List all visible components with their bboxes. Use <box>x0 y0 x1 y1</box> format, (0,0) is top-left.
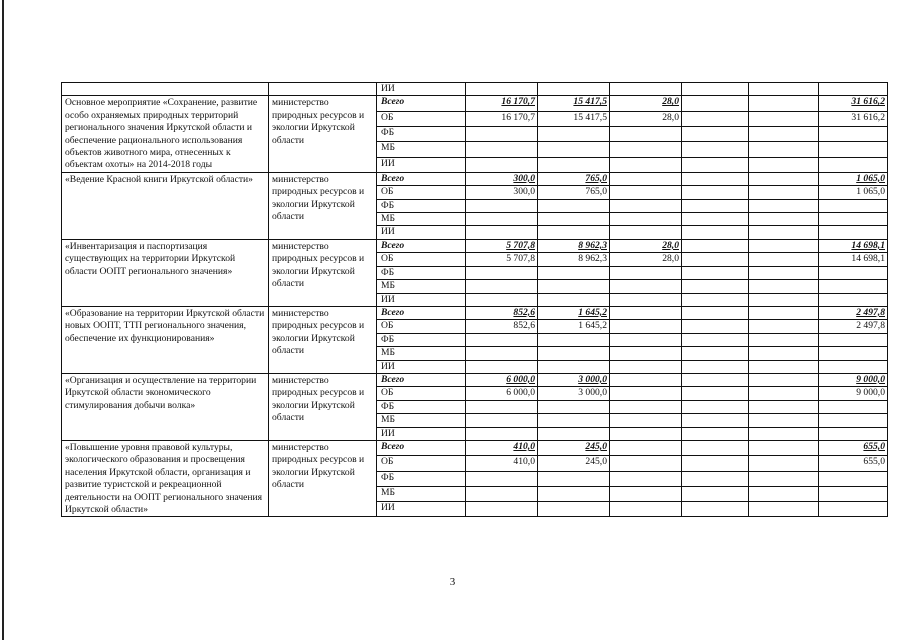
activity-name-cell: «Образование на территории Иркутской области новых ООПТ, ТТП регионального значения, обеспечение их функционирования» <box>62 306 269 373</box>
year-value-cell <box>466 486 538 501</box>
activity-name-cell: «Повышение уровня правовой культуры, экологического образования и просвещения населения Иркутской области, организация и развитие туристской и рекреационной деятельности на ООПТ регионального значения Иркутской области» <box>62 440 269 516</box>
empty-cell <box>610 83 682 96</box>
year-value-cell <box>682 320 749 333</box>
year-value-cell <box>466 142 538 157</box>
table-row <box>62 373 888 386</box>
year-value-cell <box>749 486 819 501</box>
year-value-cell <box>682 172 749 185</box>
empty-cell <box>819 83 888 96</box>
year-value-cell <box>749 347 819 360</box>
funding-source-cell: МБ <box>377 280 466 293</box>
year-value-cell <box>610 333 682 346</box>
budget-table-body <box>62 83 888 517</box>
year-value-cell <box>682 199 749 212</box>
funding-source-cell: ОБ <box>377 111 466 126</box>
total-value-cell: 31 616,2 <box>819 111 888 126</box>
year-value-cell <box>682 186 749 199</box>
funding-source-cell: Всего <box>377 440 466 455</box>
year-value-cell <box>682 239 749 252</box>
year-value-cell <box>682 293 749 306</box>
year-value-cell <box>749 142 819 157</box>
year-value-cell: 3 000,0 <box>538 387 610 400</box>
year-value-cell <box>682 456 749 471</box>
year-value-cell <box>538 347 610 360</box>
year-value-cell <box>538 502 610 517</box>
total-value-cell: 655,0 <box>819 456 888 471</box>
total-value-cell <box>819 280 888 293</box>
year-value-cell <box>466 266 538 279</box>
funding-source-cell: МБ <box>377 414 466 427</box>
total-value-cell <box>819 199 888 212</box>
year-value-cell <box>610 142 682 157</box>
year-value-cell: 300,0 <box>466 186 538 199</box>
year-value-cell <box>538 280 610 293</box>
year-value-cell: 6 000,0 <box>466 387 538 400</box>
year-value-cell: 852,6 <box>466 320 538 333</box>
year-value-cell <box>682 333 749 346</box>
funding-source-cell: ОБ <box>377 253 466 266</box>
executor-cell: министерство природных ресурсов и экологии Иркутской области <box>269 96 377 172</box>
year-value-cell <box>610 126 682 141</box>
year-value-cell <box>682 360 749 373</box>
year-value-cell: 16 170,7 <box>466 111 538 126</box>
year-value-cell: 765,0 <box>538 172 610 185</box>
year-value-cell: 1 645,2 <box>538 306 610 319</box>
year-value-cell <box>538 199 610 212</box>
total-value-cell <box>819 427 888 440</box>
year-value-cell: 28,0 <box>610 239 682 252</box>
table-row <box>62 96 888 111</box>
year-value-cell <box>466 427 538 440</box>
year-value-cell: 765,0 <box>538 186 610 199</box>
year-value-cell <box>682 142 749 157</box>
year-value-cell <box>682 213 749 226</box>
total-value-cell <box>819 360 888 373</box>
year-value-cell <box>610 414 682 427</box>
funding-source-cell: МБ <box>377 486 466 501</box>
year-value-cell <box>466 400 538 413</box>
year-value-cell <box>538 471 610 486</box>
funding-source-cell: Всего <box>377 373 466 386</box>
year-value-cell <box>749 186 819 199</box>
year-value-cell <box>749 157 819 172</box>
year-value-cell <box>682 306 749 319</box>
total-value-cell: 655,0 <box>819 440 888 455</box>
funding-source-cell: ИИ <box>377 427 466 440</box>
year-value-cell <box>466 126 538 141</box>
total-value-cell <box>819 142 888 157</box>
year-value-cell <box>466 293 538 306</box>
funding-source-cell: МБ <box>377 347 466 360</box>
year-value-cell <box>610 199 682 212</box>
funding-source-cell: Всего <box>377 306 466 319</box>
year-value-cell <box>610 266 682 279</box>
funding-source-cell: ФБ <box>377 333 466 346</box>
table-row <box>62 306 888 319</box>
page-number: 3 <box>449 576 456 588</box>
funding-source-cell: МБ <box>377 213 466 226</box>
year-value-cell <box>610 226 682 239</box>
year-value-cell: 5 707,8 <box>466 253 538 266</box>
year-value-cell <box>610 320 682 333</box>
year-value-cell <box>749 280 819 293</box>
table-row-continued <box>62 83 888 96</box>
year-value-cell <box>749 440 819 455</box>
total-value-cell: 9 000,0 <box>819 373 888 386</box>
year-value-cell: 300,0 <box>466 172 538 185</box>
year-value-cell <box>682 280 749 293</box>
year-value-cell <box>466 199 538 212</box>
year-value-cell <box>610 293 682 306</box>
year-value-cell: 6 000,0 <box>466 373 538 386</box>
funding-source-cell: ИИ <box>377 502 466 517</box>
year-value-cell <box>682 266 749 279</box>
year-value-cell <box>610 186 682 199</box>
year-value-cell <box>610 213 682 226</box>
funding-source-cell: ОБ <box>377 186 466 199</box>
year-value-cell <box>610 373 682 386</box>
year-value-cell <box>610 360 682 373</box>
table-row <box>62 440 888 455</box>
year-value-cell <box>682 226 749 239</box>
total-value-cell <box>819 486 888 501</box>
year-value-cell: 3 000,0 <box>538 373 610 386</box>
year-value-cell: 15 417,5 <box>538 111 610 126</box>
year-value-cell <box>682 253 749 266</box>
year-value-cell <box>538 414 610 427</box>
year-value-cell <box>610 347 682 360</box>
funding-source-cell: ОБ <box>377 320 466 333</box>
year-value-cell <box>749 266 819 279</box>
total-value-cell <box>819 293 888 306</box>
year-value-cell <box>466 280 538 293</box>
year-value-cell <box>610 486 682 501</box>
year-value-cell <box>682 414 749 427</box>
year-value-cell: 410,0 <box>466 456 538 471</box>
year-value-cell <box>538 427 610 440</box>
funding-source-cell: ИИ <box>377 293 466 306</box>
year-value-cell <box>610 471 682 486</box>
year-value-cell <box>610 306 682 319</box>
year-value-cell <box>749 427 819 440</box>
year-value-cell: 1 645,2 <box>538 320 610 333</box>
year-value-cell <box>538 333 610 346</box>
year-value-cell: 15 417,5 <box>538 96 610 111</box>
year-value-cell <box>749 414 819 427</box>
year-value-cell <box>749 172 819 185</box>
year-value-cell: 245,0 <box>538 440 610 455</box>
year-value-cell <box>682 427 749 440</box>
year-value-cell <box>749 96 819 111</box>
funding-source-cell: ФБ <box>377 199 466 212</box>
year-value-cell: 28,0 <box>610 253 682 266</box>
year-value-cell <box>610 440 682 455</box>
year-value-cell <box>466 360 538 373</box>
year-value-cell <box>749 373 819 386</box>
funding-source-cell: Всего <box>377 239 466 252</box>
year-value-cell <box>538 360 610 373</box>
total-value-cell <box>819 266 888 279</box>
year-value-cell <box>538 266 610 279</box>
budget-table <box>61 82 888 517</box>
year-value-cell <box>466 502 538 517</box>
activity-name-cell: «Организация и осуществление на территории Иркутской области экономического стимулирования добычи волка» <box>62 373 269 440</box>
year-value-cell <box>749 111 819 126</box>
total-value-cell <box>819 400 888 413</box>
year-value-cell <box>749 456 819 471</box>
year-value-cell <box>749 320 819 333</box>
empty-cell <box>269 83 377 96</box>
total-value-cell <box>819 333 888 346</box>
year-value-cell <box>538 126 610 141</box>
year-value-cell <box>749 239 819 252</box>
year-value-cell: 410,0 <box>466 440 538 455</box>
year-value-cell: 245,0 <box>538 456 610 471</box>
year-value-cell <box>749 126 819 141</box>
total-value-cell <box>819 471 888 486</box>
activity-name-cell: Основное мероприятие «Сохранение, развитие особо охраняемых природных территорий регионального значения Иркутской области и обеспечение рационального использования объектов животного мира, отнесенных к объектам охоты» на 2014-2018 годы <box>62 96 269 172</box>
year-value-cell <box>749 333 819 346</box>
year-value-cell <box>682 157 749 172</box>
year-value-cell <box>682 347 749 360</box>
total-value-cell <box>819 213 888 226</box>
year-value-cell <box>610 172 682 185</box>
year-value-cell: 16 170,7 <box>466 96 538 111</box>
total-value-cell <box>819 157 888 172</box>
executor-cell: министерство природных ресурсов и экологии Иркутской области <box>269 172 377 239</box>
total-value-cell: 14 698,1 <box>819 253 888 266</box>
year-value-cell <box>749 471 819 486</box>
year-value-cell: 5 707,8 <box>466 239 538 252</box>
total-value-cell <box>819 347 888 360</box>
year-value-cell <box>538 486 610 501</box>
total-value-cell: 31 616,2 <box>819 96 888 111</box>
scan-edge-line <box>2 0 4 640</box>
activity-name-cell: «Инвентаризация и паспортизация существующих на территории Иркутской области ООПТ регионального значения» <box>62 239 269 306</box>
year-value-cell <box>749 213 819 226</box>
funding-source-cell: ФБ <box>377 471 466 486</box>
executor-cell: министерство природных ресурсов и экологии Иркутской области <box>269 239 377 306</box>
year-value-cell <box>610 157 682 172</box>
executor-cell: министерство природных ресурсов и экологии Иркутской области <box>269 306 377 373</box>
funding-source-cell: ФБ <box>377 266 466 279</box>
funding-source-cell: Всего <box>377 172 466 185</box>
year-value-cell <box>538 400 610 413</box>
empty-cell <box>682 83 749 96</box>
year-value-cell <box>749 226 819 239</box>
source-cell: ИИ <box>377 83 466 96</box>
year-value-cell <box>538 157 610 172</box>
total-value-cell <box>819 502 888 517</box>
year-value-cell: 8 962,3 <box>538 253 610 266</box>
year-value-cell <box>749 293 819 306</box>
year-value-cell: 28,0 <box>610 96 682 111</box>
year-value-cell <box>682 502 749 517</box>
year-value-cell <box>466 157 538 172</box>
year-value-cell <box>538 213 610 226</box>
total-value-cell: 2 497,8 <box>819 306 888 319</box>
total-value-cell <box>819 414 888 427</box>
funding-source-cell: ИИ <box>377 226 466 239</box>
year-value-cell <box>682 440 749 455</box>
executor-cell: министерство природных ресурсов и экологии Иркутской области <box>269 440 377 516</box>
funding-source-cell: ФБ <box>377 400 466 413</box>
year-value-cell <box>682 111 749 126</box>
funding-source-cell: Всего <box>377 96 466 111</box>
year-value-cell <box>682 373 749 386</box>
year-value-cell: 28,0 <box>610 111 682 126</box>
total-value-cell: 2 497,8 <box>819 320 888 333</box>
year-value-cell <box>610 400 682 413</box>
year-value-cell <box>610 502 682 517</box>
funding-source-cell: ИИ <box>377 157 466 172</box>
year-value-cell <box>466 414 538 427</box>
empty-cell <box>538 83 610 96</box>
empty-cell <box>749 83 819 96</box>
year-value-cell <box>682 126 749 141</box>
year-value-cell <box>610 387 682 400</box>
year-value-cell <box>610 456 682 471</box>
year-value-cell <box>466 471 538 486</box>
year-value-cell <box>610 427 682 440</box>
total-value-cell: 1 065,0 <box>819 186 888 199</box>
year-value-cell <box>749 199 819 212</box>
year-value-cell: 8 962,3 <box>538 239 610 252</box>
total-value-cell: 9 000,0 <box>819 387 888 400</box>
year-value-cell <box>682 96 749 111</box>
year-value-cell <box>749 360 819 373</box>
table-row <box>62 172 888 185</box>
year-value-cell: 852,6 <box>466 306 538 319</box>
year-value-cell <box>682 486 749 501</box>
year-value-cell <box>749 387 819 400</box>
total-value-cell <box>819 226 888 239</box>
funding-source-cell: ОБ <box>377 456 466 471</box>
year-value-cell <box>610 280 682 293</box>
year-value-cell <box>749 253 819 266</box>
table-row <box>62 239 888 252</box>
funding-source-cell: МБ <box>377 142 466 157</box>
total-value-cell: 14 698,1 <box>819 239 888 252</box>
executor-cell: министерство природных ресурсов и экологии Иркутской области <box>269 373 377 440</box>
year-value-cell <box>538 226 610 239</box>
funding-source-cell: ИИ <box>377 360 466 373</box>
year-value-cell <box>749 502 819 517</box>
year-value-cell <box>466 226 538 239</box>
empty-cell <box>62 83 269 96</box>
total-value-cell <box>819 126 888 141</box>
year-value-cell <box>749 400 819 413</box>
year-value-cell <box>749 306 819 319</box>
year-value-cell <box>466 347 538 360</box>
total-value-cell: 1 065,0 <box>819 172 888 185</box>
year-value-cell <box>466 213 538 226</box>
year-value-cell <box>466 333 538 346</box>
year-value-cell <box>538 142 610 157</box>
funding-source-cell: ФБ <box>377 126 466 141</box>
year-value-cell <box>538 293 610 306</box>
year-value-cell <box>682 471 749 486</box>
empty-cell <box>466 83 538 96</box>
funding-source-cell: ОБ <box>377 387 466 400</box>
year-value-cell <box>682 387 749 400</box>
year-value-cell <box>682 400 749 413</box>
activity-name-cell: «Ведение Красной книги Иркутской области» <box>62 172 269 239</box>
